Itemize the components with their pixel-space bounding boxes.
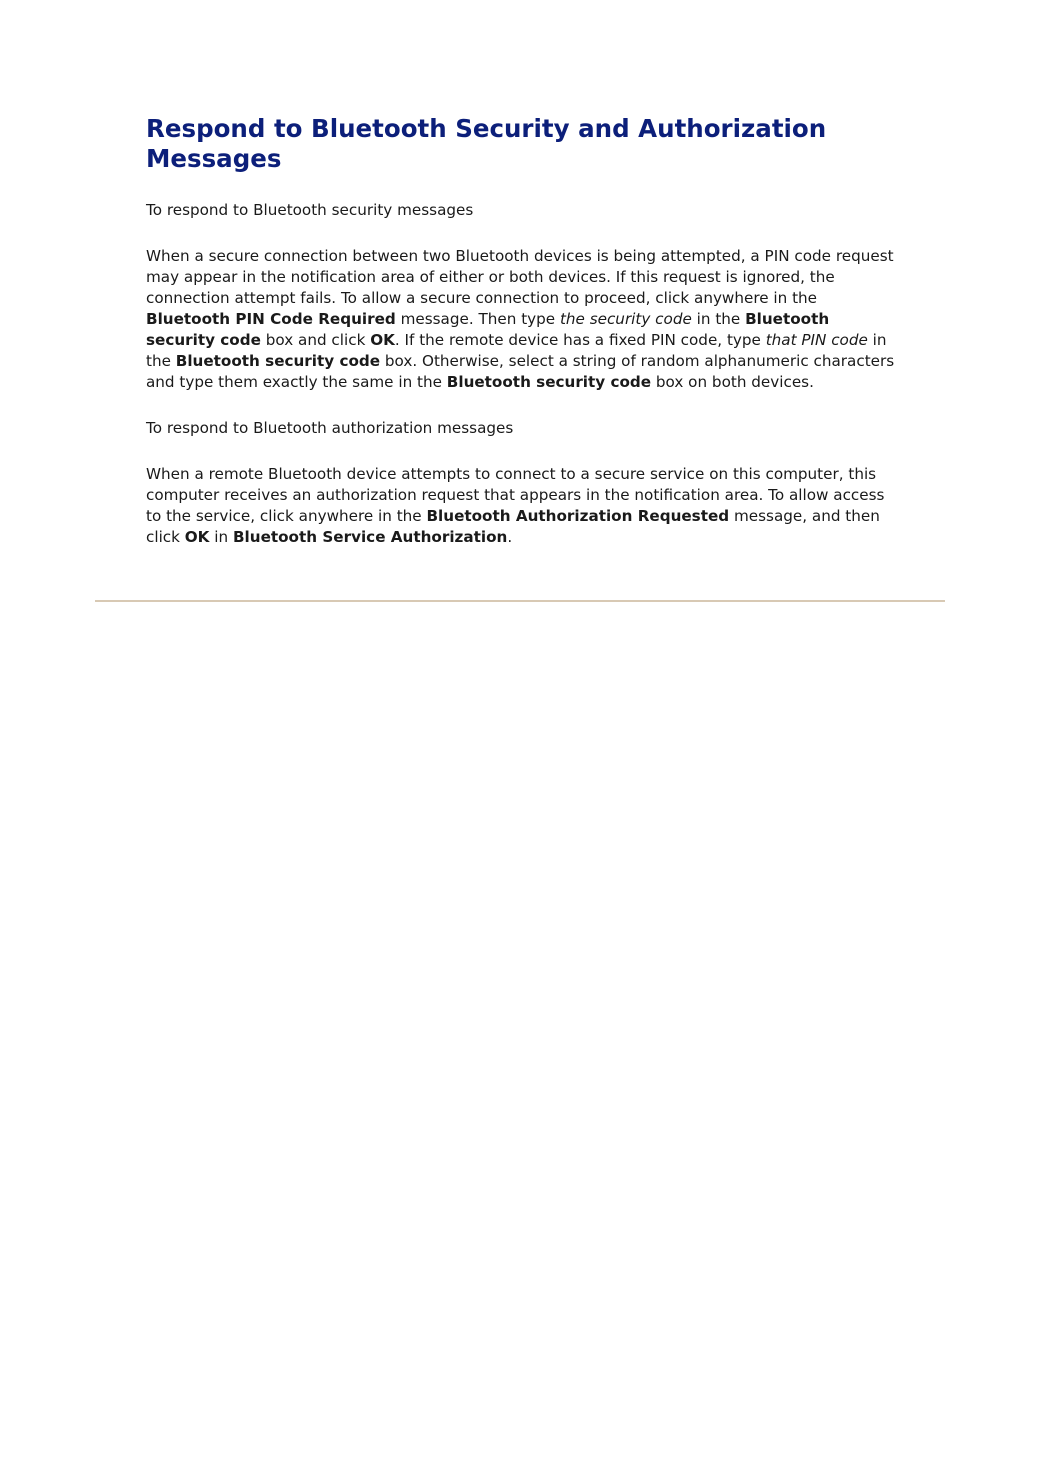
- authorization-paragraph: [146, 464, 896, 548]
- ui-term-security-code: Bluetooth security code: [175, 352, 381, 370]
- text-run: box and click: [260, 331, 371, 349]
- ui-term-service-authorization: Bluetooth Service Authorization: [232, 528, 508, 546]
- ui-term-ok: OK: [370, 331, 395, 349]
- placeholder-term: the security code: [559, 310, 692, 328]
- ui-term-authorization-requested: Bluetooth Authorization Requested: [426, 507, 730, 525]
- text-run: in the: [146, 331, 887, 370]
- page-title: Respond to Bluetooth Security and Authorization Messages: [146, 114, 827, 173]
- ui-term-pin-code-required: Bluetooth PIN Code Required: [146, 310, 396, 328]
- text-run: in: [209, 528, 233, 546]
- text-run: When a remote Bluetooth device attempts to connect to a secure service on this computer, this computer receives an authorization request that appears in the notification area. To allow access to the service, click anywhere in the: [146, 465, 885, 525]
- page-content: [146, 114, 896, 548]
- text-run: message, and then click: [146, 507, 880, 546]
- security-paragraph: [146, 246, 896, 393]
- text-run: box. Otherwise, select a string of random alphanumeric characters and type them exactly the same in the: [146, 352, 895, 391]
- authorization-intro: To respond to Bluetooth authorization messages: [146, 419, 514, 437]
- ui-term-security-code: Bluetooth security code: [446, 373, 652, 391]
- security-intro: To respond to Bluetooth security messages: [146, 201, 474, 219]
- placeholder-term: that PIN code: [765, 331, 868, 349]
- text-run: message. Then type: [395, 310, 560, 328]
- section-divider: [95, 600, 945, 602]
- text-run: in the: [691, 310, 746, 328]
- text-run: .: [507, 528, 513, 546]
- text-run: When a secure connection between two Bluetooth devices is being attempted, a PIN code request may appear in the notification area of either or both devices. If this request is ignored, the connection attempt fails. To allow a secure connection to proceed, click anywhere in the: [146, 247, 894, 307]
- text-run: . If the remote device has a fixed PIN code, type: [394, 331, 766, 349]
- ui-term-ok: OK: [184, 528, 210, 546]
- text-run: box on both devices.: [651, 373, 814, 391]
- ui-term-security-code: Bluetooth security code: [146, 310, 830, 349]
